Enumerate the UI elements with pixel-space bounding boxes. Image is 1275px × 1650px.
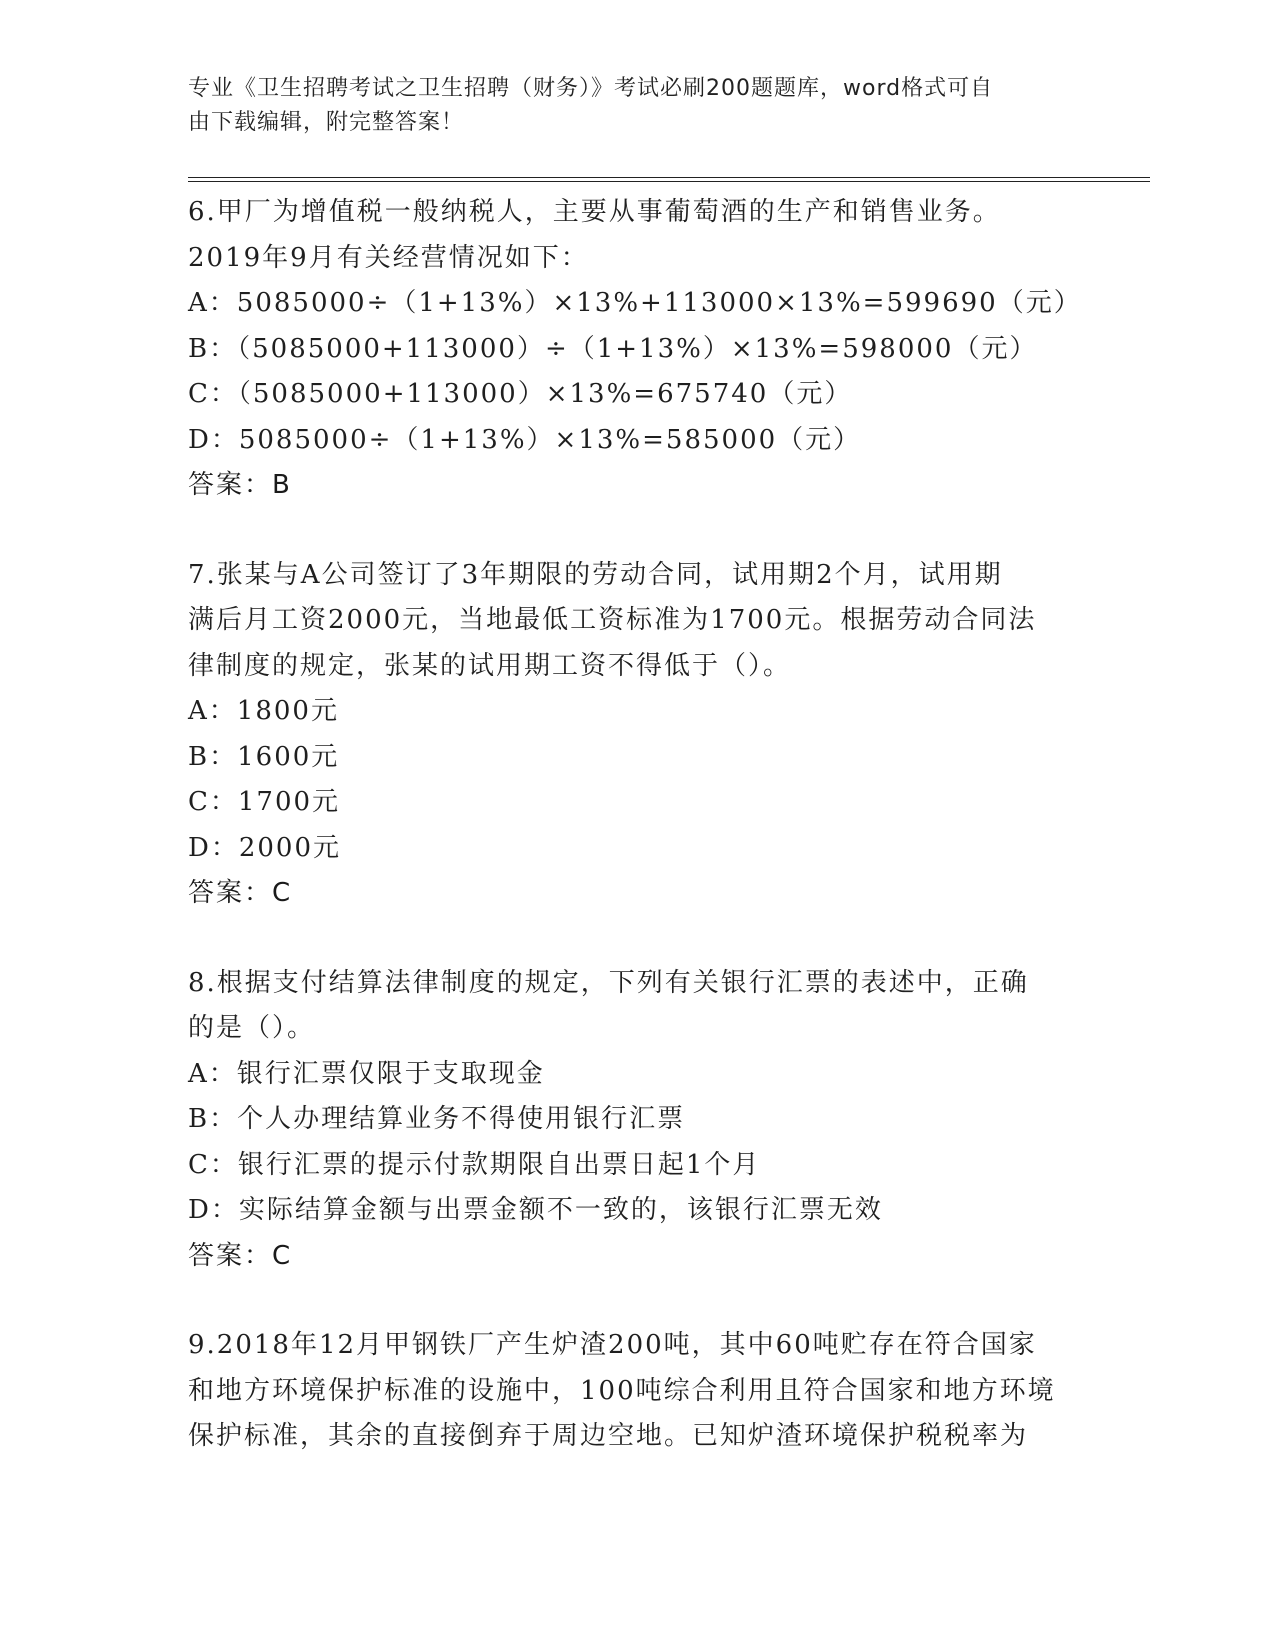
question-list: [188, 190, 1082, 1460]
answer-option: D：5085000÷（1+13%）×13%=585000（元）: [188, 424, 862, 455]
question-block: [188, 961, 1068, 1280]
answer-key: 答案：C: [188, 1240, 293, 1271]
answer-option: A：5085000÷（1+13%）×13%+113000×13%=599690（元）: [188, 288, 1082, 318]
question-spacer: [188, 1279, 1068, 1323]
question-stem-line: 6.甲厂为增值税一般纳税人，主要从事葡萄酒的生产和销售业务。: [188, 197, 1001, 227]
answer-option: C：（5085000+113000）×13%=675740（元）: [188, 379, 853, 409]
question-block: [188, 553, 1068, 917]
question-stem-line: 满后月工资2000元，当地最低工资标准为1700元。根据劳动合同法: [188, 605, 1037, 635]
question-stem-line: 8.根据支付结算法律制度的规定，下列有关银行汇票的表述中，正确: [188, 967, 1029, 998]
question-stem-line: 7.张某与A公司签订了3年期限的劳动合同，试用期2个月，试用期: [188, 559, 1003, 590]
answer-option: A：银行汇票仅限于支取现金: [188, 1058, 545, 1089]
question-block: [188, 190, 1082, 509]
answer-option: B：（5085000+113000）÷（1+13%）×13%=598000（元）: [188, 333, 1038, 364]
question-block: [188, 1323, 1068, 1460]
question-stem-line: 2019年9月有关经营情况如下：: [188, 242, 589, 273]
question-stem-line: 9.2018年12月甲钢铁厂产生炉渣200吨，其中60吨贮存在符合国家: [188, 1330, 1037, 1360]
question-stem-line: 的是（）。: [188, 1013, 316, 1043]
document-header: [188, 72, 1068, 140]
answer-option: D：实际结算金额与出票金额不一致的，该银行汇票无效: [188, 1195, 883, 1225]
question-spacer: [188, 917, 1068, 961]
question-stem-line: 律制度的规定，张某的试用期工资不得低于（）。: [188, 650, 792, 681]
answer-option: D：2000元: [188, 832, 342, 863]
answer-key: 答案：C: [188, 878, 293, 908]
answer-option: A：1800元: [188, 696, 339, 726]
answer-key: 答案：B: [188, 470, 292, 500]
answer-option: B：1600元: [188, 741, 340, 772]
answer-option: C：银行汇票的提示付款期限自出票日起1个月: [188, 1149, 761, 1180]
header-line-1: 专业《卫生招聘考试之卫生招聘（财务）》考试必刷200题题库，word格式可自: [188, 76, 994, 101]
question-spacer: [188, 509, 1068, 553]
answer-option: B：个人办理结算业务不得使用银行汇票: [188, 1104, 686, 1134]
answer-option: C：1700元: [188, 787, 341, 817]
header-line-2: 由下载编辑，附完整答案！: [188, 110, 465, 135]
question-stem-line: 保护标准，其余的直接倒弃于周边空地。已知炉渣环境保护税税率为: [188, 1421, 1029, 1451]
question-stem-line: 和地方环境保护标准的设施中，100吨综合利用且符合国家和地方环境: [188, 1375, 1056, 1406]
header-divider-top: [188, 177, 1150, 178]
header-divider-bottom: [188, 181, 1150, 182]
